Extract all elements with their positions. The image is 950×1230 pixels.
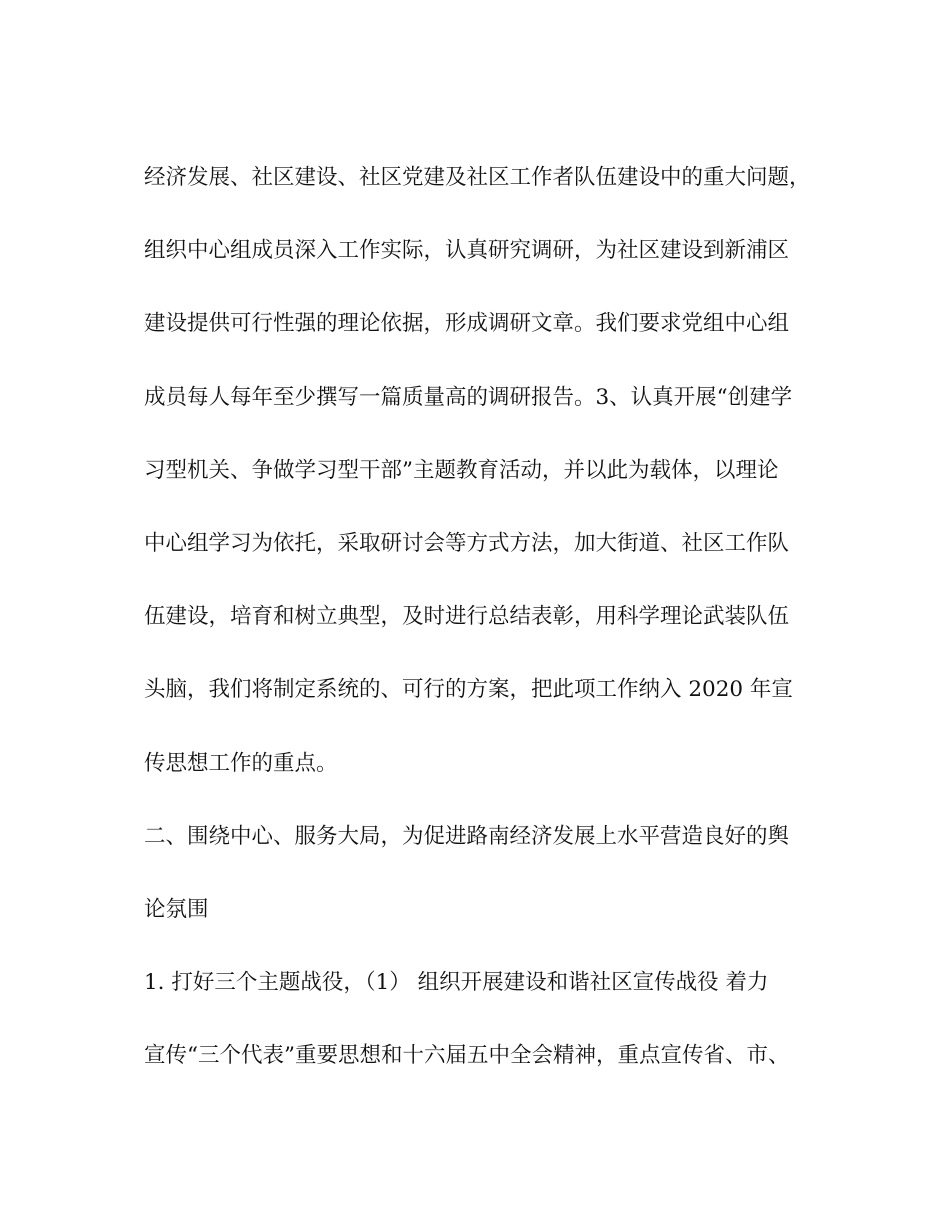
text-line: 伍建设，培育和树立典型，及时进行总结表彰，用科学理论武装队伍 [144, 604, 790, 630]
text-line: 宣传“三个代表”重要思想和十六届五中全会精神，重点宣传省、市、 [144, 1043, 790, 1069]
text-line: 建设提供可行性强的理论依据，形成调研文章。我们要求党组中心组 [144, 311, 790, 337]
section-heading-line: 二、围绕中心、服务大局，为促进路南经济发展上水平营造良好的舆 [144, 823, 790, 849]
body-text [144, 141, 824, 1092]
section-heading-line: 论氛围 [144, 896, 209, 922]
text-line: 组织中心组成员深入工作实际，认真研究调研，为社区建设到新浦区 [144, 238, 790, 264]
text-line: 中心组学习为依托，采取研讨会等方式方法，加大街道、社区工作队 [144, 530, 790, 556]
text-line: 习型机关、争做学习型干部”主题教育活动，并以此为载体，以理论 [144, 457, 779, 483]
text-line: 1. 打好三个主题战役，（1） 组织开展建设和谐社区宣传战役 着力 [144, 970, 769, 996]
text-line: 经济发展、社区建设、社区党建及社区工作者队伍建设中的重大问题， [144, 165, 811, 190]
text-line: 成员每人每年至少撰写一篇质量高的调研报告。3、认真开展“创建学 [144, 384, 793, 410]
text-line: 传思想工作的重点。 [144, 750, 338, 776]
text-line: 头脑，我们将制定系统的、可行的方案，把此项工作纳入 2020 年宣 [144, 677, 793, 703]
